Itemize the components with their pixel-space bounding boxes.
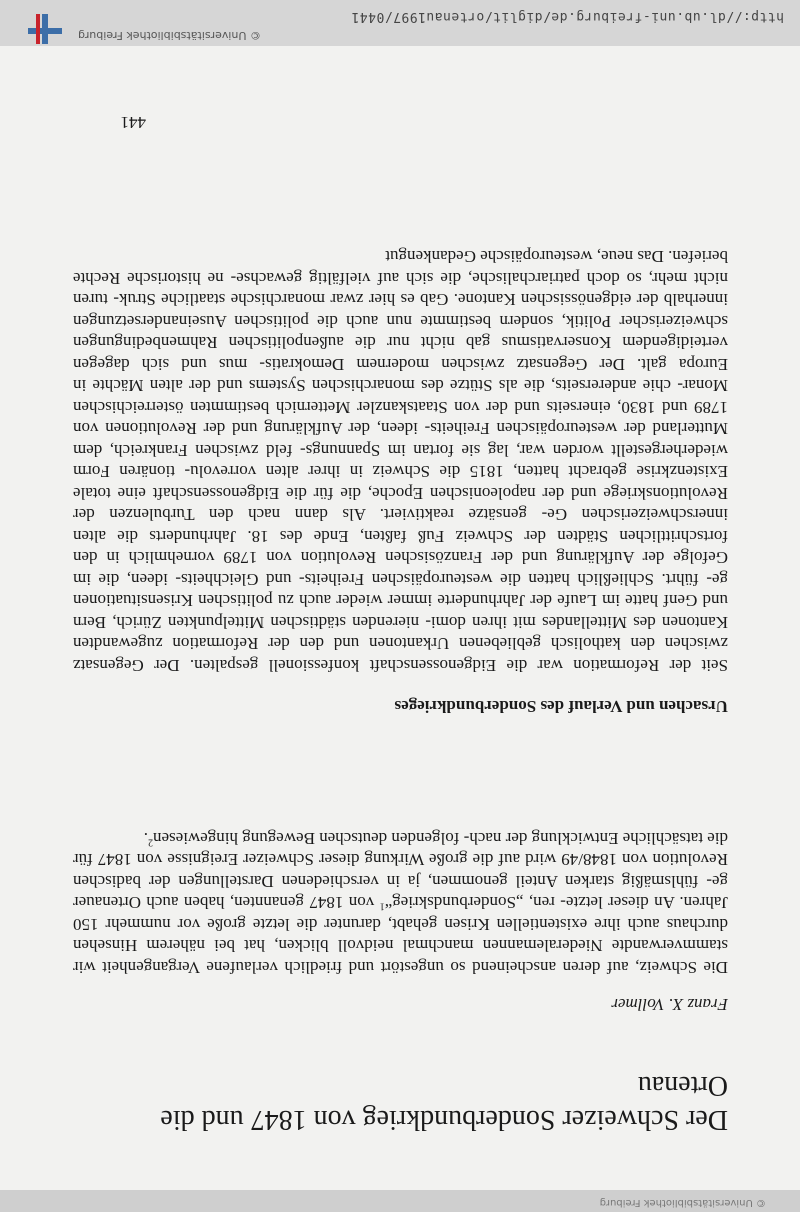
footnote-marker: 2 [148,836,154,848]
section-line: der Reformation zugewandten Kantonen des Mittellandes mit ihren domi- [73,613,728,654]
section-line: feld zwischen Frankreich, dem Mutterland der westeuropäischen Freiheits- [72,419,728,460]
header-library-credit: © Universitätsbibliothek Freiburg [599,1197,766,1208]
article-title: Der Schweizer Sonderbundkrieg von 1847 und die Ortenau [160,1070,728,1135]
intro-paragraph: Die Schweiz, auf deren anscheinend so ungestört und friedlich verlaufene Vergangenheit wir stammverwandte Niederalemannen manchmal neidvoll blicken, hat bei näherem Hinsehen durchaus auch ihre existentiellen Krisen gehabt, darunter die letzte große vor nummehr 150 Jahren. An dieser letzte- ren, „Sonderbundskrieg“$^1$ von 1847 genannten, haben auch Ortenauer ge- fühlsmäßig starken Anteil genommen, ja in verschiedenen Darstellungen der badischen Revolution von 1848/49 wird auf die große Wirkung dieser Schweizer Ereignisse von 1847 für die tatsächliche Entwicklung der nach- folgenden deutschen Bewegung hingewiesen$^2$. [72,829,728,977]
library-credit: © Universitätsbibliothek Freiburg [78,29,261,42]
intro-line: folgenden deutschen Bewegung hingewiesen [153,829,460,848]
section-line: eidgenössischen Kantone. Gab es hier zwar monarchische staatliche Struk- [113,290,632,310]
section-heading: Ursachen und Verlauf des Sonderbundkrieges [394,697,728,716]
header-band [0,1190,800,1212]
section-line: ideen, die im Gefolge der Aufklärung und der Französischen Revolution [73,548,728,589]
section-line: tionären Form wiederhergestellt worden war, lag sie fortan im Spannungs- [72,441,728,482]
intro-line: von 1847 genannten, haben auch Ortenauer ge- [73,872,728,913]
section-line: und der napoleonischen Epoche, die für die Eidgenossenschaft eine totale [73,484,597,503]
intro-line: ren, „Sonderbundskrieg“ [384,893,555,913]
page-number: 441 [120,113,146,132]
section-line: außenpolitischen Rahmenbedingungen schweizerischer Politik, sondern [73,312,728,353]
section-line: nierenden städtischen Mittelpunkten Zürich, Bern und Genf hatte im Laufe [73,591,728,632]
section-line: Der Gegensatz zwischen den katholisch gebliebenen Urkantonen und den [72,634,728,675]
ub-freiburg-logo-icon [18,0,62,44]
section-line: gensätze reaktiviert. Als dann nach den Turbulenzen der Revolutionskriege [72,484,728,525]
intro-line: fühlsmäßig starken Anteil genommen, ja in verschiedenen Darstellungen [178,872,699,891]
intro-line: gehabt, darunter die letzte große vor nummehr 150 Jahren. An dieser letzte- [72,893,728,934]
source-url[interactable]: http://dl.ub.uni-freiburg.de/diglit/ortenau1997/0441 [351,9,784,24]
section-line: ideen, der Aufklärung und der Revolutionen von 1789 und 1830, einerseits [72,398,728,439]
intro-line: der badischen Revolution von 1848/49 wird auf die große Wirkung dieser [73,850,728,891]
section-line: der Jahrhunderte immer wieder auch zu politischen Krisensituationen ge- [72,570,728,611]
section-line: faßten, Ende des 18. Jahrhunderts die alten innerschweizerischen Ge- [73,505,728,546]
intro-line: blicken, hat bei näherem Hinsehen durchaus auch ihre existentiellen Krisen [72,915,728,956]
footnote-marker: 1 [379,901,385,913]
section-line: führt. Schließlich hatten die westeuropäischen Freiheits- und Gleichheits- [175,570,699,589]
section-line: und der von Staatskanzler Metternich bestimmten österreichischen Monar- [72,376,728,417]
intro-line: Vergangenheit wir stammverwandte Niederalemannen manchmal neidvoll [73,936,728,977]
section-line: Seit der Reformation war die Eidgenossenschaft konfessionell gespalten. [189,656,728,675]
section-line: chie andererseits, die als Stütze des monarchischen Systems und der alten [149,376,672,396]
section-line: ne historische Rechte beriefen. Das neue, westeuropäische Gedankengut [73,247,728,288]
section-paragraph [73,246,728,676]
section-line: Existenzkrise gebracht hatten, 1815 die Schweiz in ihrer alten vorrevolu- [184,462,728,482]
section-line: mus und sich dagegen verteidigendem Konservatismus gab nicht nur die [73,333,728,374]
section-line: turen nicht mehr, so doch patriarchalische, die sich auf vielfältig gewachse- [72,269,728,310]
section-line: bestimmte nun auch die politischen Auseinandersetzungen innerhalb der [72,290,728,331]
intro-line: Die Schweiz, auf deren anscheinend so ungestört und friedlich verlaufene [206,958,728,977]
section-line: Mächte in Europa galt. Der Gegensatz zwischen modernem Demokratis- [72,355,728,396]
section-line: von 1789 vornehmlich in den fortschrittlichen Städten der Schweiz Fuß [73,527,728,568]
article-author: Franz X. Vollmer [611,995,728,1014]
footer-band [0,0,800,46]
intro-line: Schweizer Ereignisse von 1847 für die tatsächliche Entwicklung der nach- [72,829,728,870]
